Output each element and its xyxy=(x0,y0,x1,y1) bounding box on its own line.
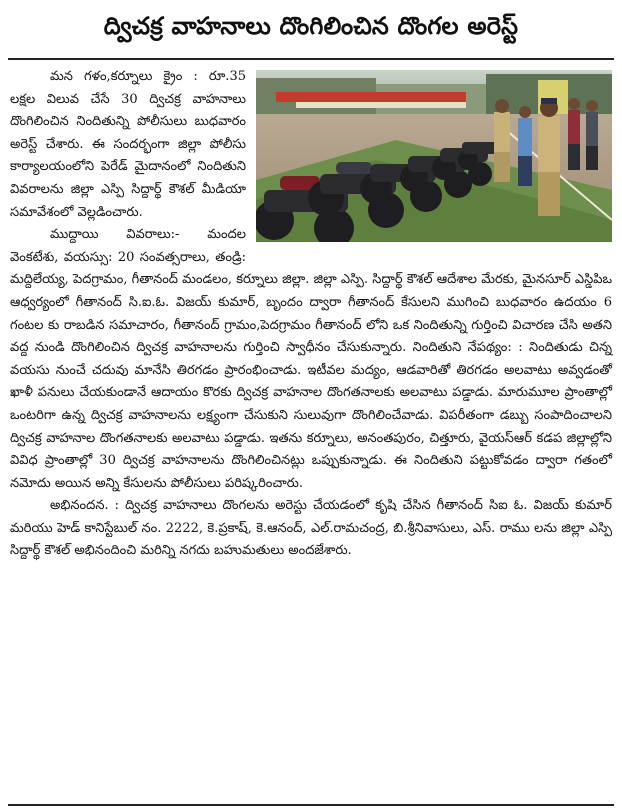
headline-rule xyxy=(8,58,614,60)
bottom-rule xyxy=(8,804,614,806)
paragraph-intro: మన గళం,కర్నూలు క్రైం : రూ.35 లక్షల విలువ చేసే 30 ద్విచక్ర వాహనాలు దొంగిలించిన నిందితున్ని పోలీసులు బుధవారం అరెస్ట్ చేశారు. ఈ సందర్భంగా జిల్లా పోలీసు కార్యాలయంలోని పెరేడ్ మైదానంలో నిందితుని వివరాలను జిల్లా ఎస్పి సిద్దార్థ్ కౌశల్ మీడియా సమావేశంలో వెల్లడించారు. xyxy=(10,69,246,220)
paragraph-appreciation: అభినందన. : ద్విచక్ర వాహనాలు దొంగలను అరెస్టు చేయడంలో కృషి చేసిన గీతానంద్ సిఐ ఓ. విజయ్ కుమార్ మరియు హెడ్ కానిస్టేబుల్ నం. 2222, కె.ప్రకాష్, కె.ఆనంద్, ఎల్.రామచంద్ర, బి.శ్రీనివాసులు, ఎస్. రాము లను జిల్లా ఎస్పి సిద్దార్థ్ కౌశల్ అభినందించి మరిన్ని నగదు బహుమతులు అందజేశారు. xyxy=(10,498,612,559)
news-photo xyxy=(256,70,612,242)
article-body xyxy=(10,66,612,802)
paragraph-accused-details: ముద్దాయి వివరాలు:- మందల వెంకటేశు, వయస్సు: 20 సంవత్సరాలు, తండ్రి: మద్దిలేయ్య, పెదగ్రామం, గీతానంద్ మండలం, కర్నూలు జిల్లా. జిల్లా ఎస్పి. సిద్దార్థ్ కౌశల్ ఆదేశాల మేరకు, మైనసూర్ ఎస్డిపిఒ ఆధ్వర్యంలో గీతానంద్ సి.ఐ.ఓ. విజయ్ కుమార్, బృందం ద్వారా గీతానంద్ కేసులని ముగించి బుధవారం ఉదయం 6 గంటల కు రాబడిన సమాచారం, గీతానంద్ గ్రామం,పెదగ్రామం గీతానంద్ లోని ఒక నిందితున్ని గుర్తించి విచారణ చేసి అతని వద్ద నుండి దొంగిలించిన ద్విచక్ర వాహనాలను గుర్తించి స్వాధీనం చేసుకున్నారు. నిందితుని నేపథ్యం: : నిందితుడు చిన్న వయసు నుంచే చదువు మానేసి తిరగడం ప్రారంభించాడు. ఇటీవల మద్యం, ఆడవారితో తిరగడం అలవాటు అవ్వడంతో ఖాళీ పనులు చేయకుండానే ఆదాయం కొరకు ద్విచక్ర వాహనాల దొంగతనాలకు అలవాటు పడ్డాడు. మారుమూల ప్రాంతాల్లో ఒంటరిగా ఉన్న ద్విచక్ర వాహనాలను లక్ష్యంగా చేసుకుని సులువుగా దొంగిలించేవాడు. విపరీతంగా డబ్బు సంపాదించాలని ద్విచక్ర వాహనాల దొంగతనాలకు అలవాటు పడ్డాడు. ఇతను కర్నూలు, అనంతపురం, చిత్తూరు, వైయస్ఆర్ కడప జిల్లాల్లోని వివిధ ప్రాంతాల్లో 30 ద్విచక్ర వాహనాలను దొంగిలించినట్లు ఒప్పుకున్నాడు. ఈ నిందితుని పట్టుకోవడం ద్వారా గతంలో నమోదు అయిన అన్ని కేసులను పోలీసులు పరిష్కరించారు. xyxy=(10,227,612,491)
photo-icon xyxy=(256,70,612,242)
headline: ద్విచక్ర వాహనాలు దొంగిలించిన దొంగల అరెస్ట్ xyxy=(103,12,519,40)
